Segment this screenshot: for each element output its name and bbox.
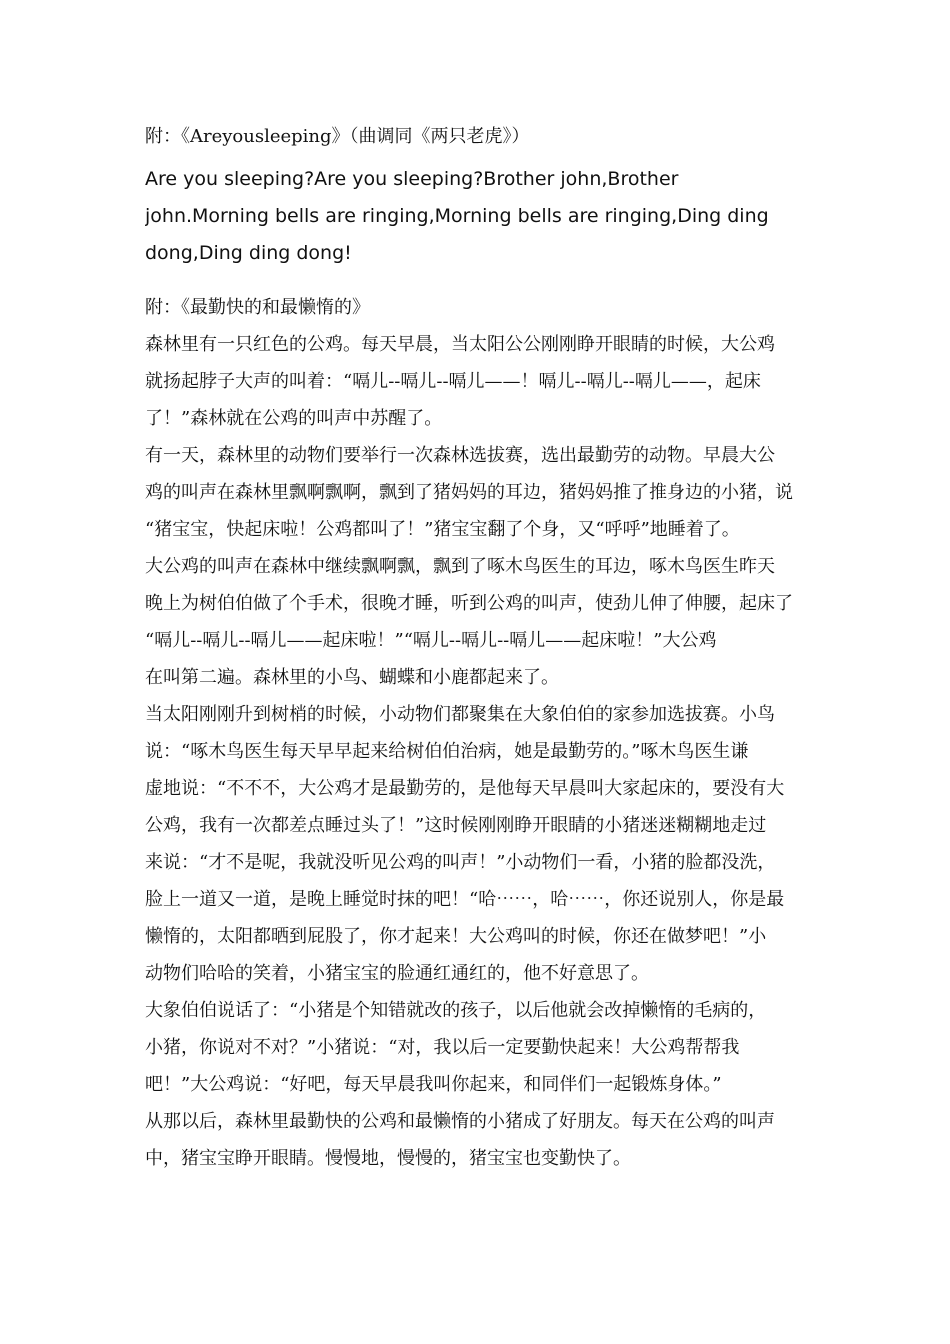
story-line: 来说：“才不是呢，我就没听见公鸡的叫声！”小动物们一看，小猪的脸都没洗， bbox=[145, 852, 776, 873]
story-line: 鸡的叫声在森林里飘啊飘啊，飘到了猪妈妈的耳边，猪妈妈推了推身边的小猪，说 bbox=[145, 482, 793, 503]
story-line: “猪宝宝，快起床啦！公鸡都叫了！”猪宝宝翻了个身，又“呼呼”地睡着了。 bbox=[145, 519, 740, 540]
story-line: “嗝儿--嗝儿--嗝儿——起床啦！”“嗝儿--嗝儿--嗝儿——起床啦！”大公鸡 bbox=[145, 630, 717, 651]
story-line: 在叫第二遍。森林里的小鸟、蝴蝶和小鹿都起来了。 bbox=[145, 667, 559, 688]
story-line: 动物们哈哈的笑着，小猪宝宝的脸通红通红的，他不好意思了。 bbox=[145, 963, 649, 984]
story-line: 就扬起脖子大声的叫着：“嗝儿--嗝儿--嗝儿——！嗝儿--嗝儿--嗝儿——，起床 bbox=[145, 371, 761, 392]
story-line: 公鸡，我有一次都差点睡过头了！”这时候刚刚睁开眼睛的小猪迷迷糊糊地走过 bbox=[145, 815, 767, 836]
song-lyrics bbox=[145, 161, 810, 272]
story-line: 吧！”大公鸡说：“好吧，每天早晨我叫你起来，和同伴们一起锻炼身体。” bbox=[145, 1074, 722, 1095]
story-line: 脸上一道又一道，是晚上睡觉时抹的吧！“哈⋯⋯，哈⋯⋯，你还说别人，你是最 bbox=[145, 889, 785, 910]
story-line: 大象伯伯说话了：“小猪是个知错就改的孩子，以后他就会改掉懒惰的毛病的， bbox=[145, 1000, 767, 1021]
story-section-title: 附：《最勤快的和最懒惰的》 bbox=[145, 297, 370, 318]
story-line: 有一天，森林里的动物们要举行一次森林选拔赛，选出最勤劳的动物。早晨大公 bbox=[145, 445, 775, 466]
story-line: 大公鸡的叫声在森林中继续飘啊飘，飘到了啄木鸟医生的耳边，啄木鸟医生昨天 bbox=[145, 556, 775, 577]
story-line: 虚地说：“不不不，大公鸡才是最勤劳的，是他每天早晨叫大家起床的，要没有大 bbox=[145, 778, 785, 799]
song-section-title: 附：《Areyousleeping》（曲调同《两只老虎》） bbox=[145, 126, 530, 147]
story-line: 中，猪宝宝睁开眼睛。慢慢地，慢慢的，猪宝宝也变勤快了。 bbox=[145, 1148, 631, 1169]
story-line: 了！”森林就在公鸡的叫声中苏醒了。 bbox=[145, 408, 443, 429]
lyrics-line: dong,Ding ding dong! bbox=[145, 242, 352, 264]
story-paragraph bbox=[145, 696, 810, 992]
story-line: 小猪，你说对不对？”小猪说：“对，我以后一定要勤快起来！大公鸡帮帮我 bbox=[145, 1037, 740, 1058]
story-line: 当太阳刚刚升到树梢的时候，小动物们都聚集在大象伯伯的家参加选拔赛。小鸟 bbox=[145, 704, 775, 725]
story-paragraph bbox=[145, 437, 810, 696]
story-line: 懒惰的，太阳都晒到屁股了，你才起来！大公鸡叫的时候，你还在做梦吧！”小 bbox=[145, 926, 767, 947]
story-paragraph bbox=[145, 1103, 810, 1177]
story-line: 晚上为树伯伯做了个手术，很晚才睡，听到公鸡的叫声，使劲儿伸了伸腰，起床了 bbox=[145, 593, 793, 614]
lyrics-line: john.Morning bells are ringing,Morning bells are ringing,Ding ding bbox=[145, 205, 769, 227]
lyrics-line: Are you sleeping?Are you sleeping?Brother john,Brother bbox=[145, 168, 679, 190]
story-line: 森林里有一只红色的公鸡。每天早晨，当太阳公公刚刚睁开眼睛的时候，大公鸡 bbox=[145, 334, 775, 355]
story-line: 说：“啄木鸟医生每天早早起来给树伯伯治病，她是最勤劳的。”啄木鸟医生谦 bbox=[145, 741, 749, 762]
document-page bbox=[145, 118, 810, 1177]
story-line: 从那以后，森林里最勤快的公鸡和最懒惰的小猪成了好朋友。每天在公鸡的叫声 bbox=[145, 1111, 775, 1132]
story-paragraph bbox=[145, 326, 810, 437]
story-paragraph bbox=[145, 992, 810, 1103]
